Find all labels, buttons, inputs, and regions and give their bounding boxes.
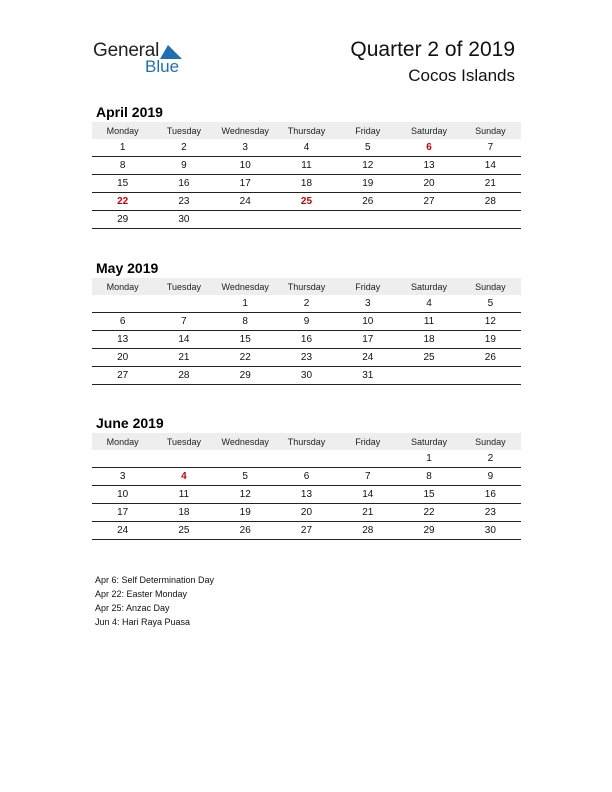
weekday-header-row	[92, 278, 521, 295]
day-cell: 10	[92, 486, 153, 504]
day-cell: 8	[215, 313, 276, 331]
day-cell: 9	[153, 157, 214, 175]
day-cell: 25	[398, 349, 459, 367]
empty-day-cell	[276, 211, 337, 229]
week-row	[92, 139, 521, 157]
weekday-header: Monday	[92, 122, 153, 139]
empty-day-cell	[92, 450, 153, 468]
day-cell: 7	[153, 313, 214, 331]
day-cell: 8	[92, 157, 153, 175]
day-cell: 23	[153, 193, 214, 211]
day-cell: 3	[92, 468, 153, 486]
week-row	[92, 331, 521, 349]
weekday-header: Thursday	[276, 278, 337, 295]
day-cell: 26	[460, 349, 521, 367]
page-title: Quarter 2 of 2019	[350, 38, 515, 61]
empty-day-cell	[398, 211, 459, 229]
month-title: June 2019	[96, 415, 164, 431]
weekday-header: Tuesday	[153, 433, 214, 450]
weekday-header: Tuesday	[153, 278, 214, 295]
empty-day-cell	[460, 211, 521, 229]
day-cell: 29	[215, 367, 276, 385]
week-row	[92, 367, 521, 385]
day-cell: 21	[337, 504, 398, 522]
day-cell: 30	[153, 211, 214, 229]
week-row	[92, 175, 521, 193]
holiday-day-cell: 25	[276, 193, 337, 211]
day-cell: 5	[337, 139, 398, 157]
weekday-header: Friday	[337, 433, 398, 450]
day-cell: 12	[215, 486, 276, 504]
day-cell: 17	[337, 331, 398, 349]
weekday-header: Tuesday	[153, 122, 214, 139]
day-cell: 21	[460, 175, 521, 193]
day-cell: 15	[215, 331, 276, 349]
generalblue-logo	[93, 40, 193, 80]
weekday-header: Thursday	[276, 122, 337, 139]
day-cell: 18	[398, 331, 459, 349]
day-cell: 9	[460, 468, 521, 486]
day-cell: 16	[153, 175, 214, 193]
day-cell: 7	[460, 139, 521, 157]
day-cell: 6	[92, 313, 153, 331]
holiday-day-cell: 4	[153, 468, 214, 486]
day-cell: 23	[276, 349, 337, 367]
day-cell: 19	[460, 331, 521, 349]
day-cell: 2	[460, 450, 521, 468]
weekday-header: Sunday	[460, 433, 521, 450]
week-row	[92, 295, 521, 313]
month-title: May 2019	[96, 260, 159, 276]
weekday-header: Sunday	[460, 122, 521, 139]
day-cell: 28	[153, 367, 214, 385]
day-cell: 27	[92, 367, 153, 385]
day-cell: 27	[276, 522, 337, 540]
day-cell: 31	[337, 367, 398, 385]
weekday-header: Saturday	[398, 433, 459, 450]
day-cell: 12	[460, 313, 521, 331]
day-cell: 11	[398, 313, 459, 331]
holiday-item: Apr 22: Easter Monday	[95, 589, 188, 599]
day-cell: 24	[337, 349, 398, 367]
week-row	[92, 522, 521, 540]
weekday-header-row	[92, 433, 521, 450]
week-row	[92, 349, 521, 367]
holiday-day-cell: 6	[398, 139, 459, 157]
day-cell: 1	[398, 450, 459, 468]
day-cell: 18	[153, 504, 214, 522]
empty-day-cell	[153, 450, 214, 468]
day-cell: 3	[215, 139, 276, 157]
day-cell: 12	[337, 157, 398, 175]
day-cell: 15	[398, 486, 459, 504]
weekday-header: Sunday	[460, 278, 521, 295]
day-cell: 11	[276, 157, 337, 175]
logo-text-general: General	[93, 40, 160, 61]
week-row	[92, 504, 521, 522]
month-title: April 2019	[96, 104, 163, 120]
day-cell: 27	[398, 193, 459, 211]
weekday-header: Wednesday	[215, 433, 276, 450]
week-row	[92, 486, 521, 504]
holiday-item: Apr 6: Self Determination Day	[95, 575, 215, 585]
day-cell: 21	[153, 349, 214, 367]
week-row	[92, 450, 521, 468]
day-cell: 17	[92, 504, 153, 522]
day-cell: 16	[276, 331, 337, 349]
day-cell: 26	[215, 522, 276, 540]
day-cell: 8	[398, 468, 459, 486]
weekday-header: Monday	[92, 278, 153, 295]
day-cell: 14	[337, 486, 398, 504]
month-april	[92, 102, 521, 229]
day-cell: 10	[337, 313, 398, 331]
weekday-header: Thursday	[276, 433, 337, 450]
holiday-item: Jun 4: Hari Raya Puasa	[95, 617, 191, 627]
day-cell: 20	[276, 504, 337, 522]
week-row	[92, 211, 521, 229]
empty-day-cell	[92, 295, 153, 313]
weekday-header: Saturday	[398, 278, 459, 295]
empty-day-cell	[337, 211, 398, 229]
page-subtitle: Cocos Islands	[408, 66, 515, 85]
week-row	[92, 157, 521, 175]
day-cell: 25	[153, 522, 214, 540]
day-cell: 1	[215, 295, 276, 313]
day-cell: 1	[92, 139, 153, 157]
month-may	[92, 258, 521, 385]
day-cell: 9	[276, 313, 337, 331]
week-row	[92, 313, 521, 331]
day-cell: 13	[92, 331, 153, 349]
empty-day-cell	[276, 450, 337, 468]
weekday-header-row	[92, 122, 521, 139]
weekday-header: Monday	[92, 433, 153, 450]
day-cell: 24	[215, 193, 276, 211]
day-cell: 29	[92, 211, 153, 229]
weekday-header: Saturday	[398, 122, 459, 139]
day-cell: 5	[460, 295, 521, 313]
empty-day-cell	[337, 450, 398, 468]
day-cell: 19	[337, 175, 398, 193]
week-row	[92, 468, 521, 486]
empty-day-cell	[215, 211, 276, 229]
day-cell: 13	[398, 157, 459, 175]
week-row	[92, 193, 521, 211]
day-cell: 14	[460, 157, 521, 175]
day-cell: 22	[398, 504, 459, 522]
day-cell: 10	[215, 157, 276, 175]
day-cell: 4	[276, 139, 337, 157]
day-cell: 4	[398, 295, 459, 313]
weekday-header: Wednesday	[215, 278, 276, 295]
day-cell: 30	[460, 522, 521, 540]
day-cell: 15	[92, 175, 153, 193]
day-cell: 5	[215, 468, 276, 486]
day-cell: 3	[337, 295, 398, 313]
day-cell: 28	[460, 193, 521, 211]
empty-day-cell	[460, 367, 521, 385]
day-cell: 14	[153, 331, 214, 349]
day-cell: 24	[92, 522, 153, 540]
day-cell: 2	[153, 139, 214, 157]
holiday-list	[95, 573, 214, 629]
calendar-table	[92, 122, 521, 229]
day-cell: 29	[398, 522, 459, 540]
day-cell: 20	[398, 175, 459, 193]
day-cell: 20	[92, 349, 153, 367]
day-cell: 7	[337, 468, 398, 486]
holiday-day-cell: 22	[92, 193, 153, 211]
day-cell: 18	[276, 175, 337, 193]
empty-day-cell	[215, 450, 276, 468]
day-cell: 19	[215, 504, 276, 522]
calendar-table	[92, 433, 521, 540]
day-cell: 28	[337, 522, 398, 540]
weekday-header: Friday	[337, 278, 398, 295]
calendar-table	[92, 278, 521, 385]
weekday-header: Wednesday	[215, 122, 276, 139]
month-june	[92, 413, 521, 540]
day-cell: 2	[276, 295, 337, 313]
logo-text-blue: Blue	[145, 57, 180, 76]
empty-day-cell	[398, 367, 459, 385]
empty-day-cell	[153, 295, 214, 313]
holiday-item: Apr 25: Anzac Day	[95, 603, 170, 613]
day-cell: 17	[215, 175, 276, 193]
day-cell: 30	[276, 367, 337, 385]
day-cell: 22	[215, 349, 276, 367]
day-cell: 13	[276, 486, 337, 504]
weekday-header: Friday	[337, 122, 398, 139]
day-cell: 23	[460, 504, 521, 522]
day-cell: 11	[153, 486, 214, 504]
day-cell: 16	[460, 486, 521, 504]
day-cell: 6	[276, 468, 337, 486]
day-cell: 26	[337, 193, 398, 211]
